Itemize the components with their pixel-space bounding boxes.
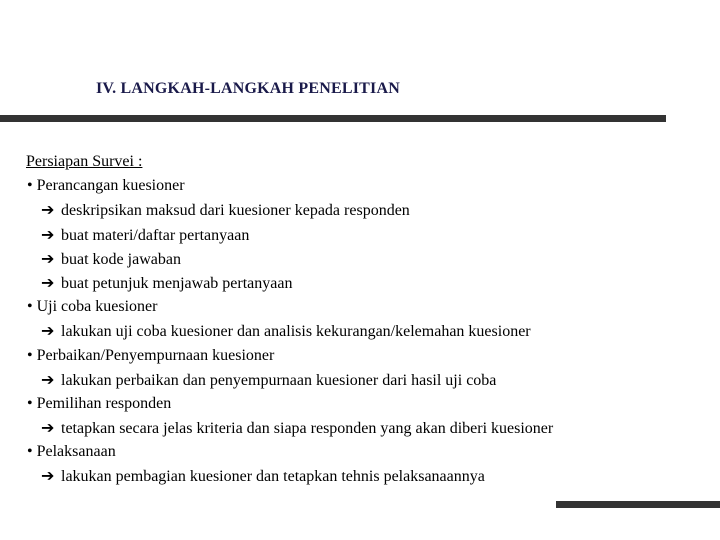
top-divider-bar: [0, 115, 666, 122]
step-text: buat materi/daftar pertanyaan: [61, 226, 250, 244]
step-text: lakukan pembagian kuesioner dan tetapkan tehnis pelaksanaannya: [61, 468, 485, 486]
arrow-right-icon: ➔: [41, 272, 55, 292]
arrow-right-icon: ➔: [41, 200, 55, 220]
step-text: buat kode jawaban: [61, 250, 181, 268]
bullet-item: [26, 295, 706, 319]
step-text: buat petunjuk menjawab pertanyaan: [61, 274, 293, 292]
step-item: [26, 223, 706, 247]
section-heading: Persiapan Survei :: [26, 153, 143, 170]
bullet-label: Perbaikan/Penyempurnaan kuesioner: [36, 346, 275, 364]
bullet-marker: •: [27, 346, 33, 364]
step-item: [26, 247, 706, 271]
bullet-marker: •: [27, 394, 33, 412]
step-text: deskripsikan maksud dari kuesioner kepada responden: [61, 202, 410, 220]
arrow-right-icon: ➔: [41, 418, 55, 438]
bullet-item: [26, 174, 706, 198]
step-item: [26, 271, 706, 295]
bullet-marker: •: [27, 177, 33, 195]
arrow-right-icon: ➔: [41, 369, 55, 389]
slide-title: IV. LANGKAH-LANGKAH PENELITIAN: [96, 80, 400, 97]
bullet-marker: •: [27, 298, 33, 316]
step-text: tetapkan secara jelas kriteria dan siapa responden yang akan diberi kuesioner: [61, 420, 554, 438]
slide-body: [26, 150, 706, 489]
bottom-divider-bar: [556, 501, 720, 508]
step-item: [26, 416, 706, 440]
bullet-marker: •: [27, 443, 33, 461]
bullet-item: [26, 344, 706, 368]
bullet-label: Pemilihan responden: [36, 394, 172, 412]
arrow-right-icon: ➔: [41, 248, 55, 268]
arrow-right-icon: ➔: [41, 224, 55, 244]
step-item: [26, 198, 706, 222]
bullet-label: Pelaksanaan: [36, 443, 116, 461]
arrow-right-icon: ➔: [41, 466, 55, 486]
step-item: [26, 368, 706, 392]
bullet-item: [26, 440, 706, 464]
step-item: [26, 319, 706, 343]
bullet-label: Uji coba kuesioner: [36, 298, 158, 316]
step-text: lakukan uji coba kuesioner dan analisis kekurangan/kelemahan kuesioner: [61, 323, 531, 341]
step-item: [26, 464, 706, 488]
arrow-right-icon: ➔: [41, 321, 55, 341]
step-text: lakukan perbaikan dan penyempurnaan kuesioner dari hasil uji coba: [61, 371, 497, 389]
bullet-label: Perancangan kuesioner: [36, 177, 185, 195]
bullet-item: [26, 392, 706, 416]
